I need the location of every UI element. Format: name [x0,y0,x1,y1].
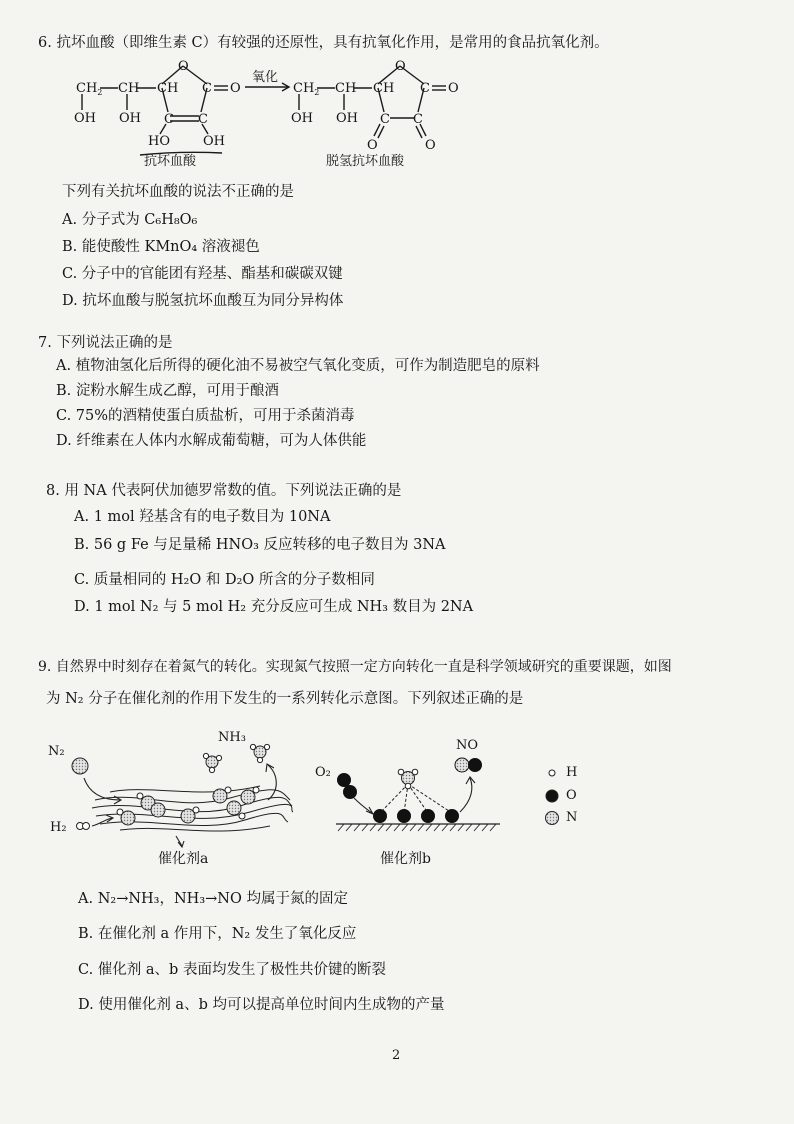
legend-h: H [566,765,578,780]
svg-text:C: C [413,112,423,127]
svg-text:CH: CH [157,81,179,96]
q6-option-b: B. 能使酸性 KMnO₄ 溶液褪色 [62,239,260,255]
q7-option-a: A. 植物油氢化后所得的硬化油不易被空气氧化变质，可作为制造肥皂的原料 [56,358,540,374]
no-label: NO [456,738,479,753]
svg-text:HO: HO [148,134,170,149]
svg-text:C: C [202,81,212,96]
svg-text:OH: OH [291,111,313,126]
q8-option-d: D. 1 mol N₂ 与 5 mol H₂ 充分反应可生成 NH₃ 数目为 2NA [74,599,474,615]
q8-option-c: C. 质量相同的 H₂O 和 D₂O 所含的分子数相同 [74,572,375,588]
svg-text:C: C [164,112,174,127]
nh3-label: NH₃ [218,730,246,745]
page-number: 2 [392,1048,401,1063]
q9-option-d: D. 使用催化剂 a、b 均可以提高单位时间内生成物的产量 [78,997,445,1013]
svg-text:CH: CH [373,81,395,96]
svg-text:OH: OH [74,111,96,126]
q9-option-b: B. 在催化剂 a 作用下，N₂ 发生了氧化反应 [78,926,357,942]
q9-option-c: C. 催化剂 a、b 表面均发生了极性共价键的断裂 [78,962,386,978]
q8-option-b: B. 56 g Fe 与足量稀 HNO₃ 反应转移的电子数目为 3NA [74,537,446,553]
svg-text:CH: CH [335,81,357,96]
oxidation-arrow-label: 氧化 [252,70,279,85]
q9-option-a: A. N₂→NH₃，NH₃→NO 均属于氮的固定 [78,891,348,907]
q8-stem: 8. 用 NA 代表阿伏加德罗常数的值。下列说法正确的是 [46,483,402,499]
svg-text:C: C [380,112,390,127]
svg-text:O: O [448,81,459,96]
q6-stem: 6. 抗坏血酸（即维生素 C）有较强的还原性，具有抗氧化作用，是常用的食品抗氧化剂。 [38,35,609,51]
svg-text:C: C [198,112,208,127]
o2-label: O₂ [315,765,331,780]
svg-text:OH: OH [119,111,141,126]
q9-stem-line2: 为 N₂ 分子在催化剂的作用下发生的一系列转化示意图。下列叙述正确的是 [46,691,524,707]
legend-n: N [566,810,578,825]
legend-o: O [566,788,577,803]
svg-text:CH: CH [118,81,140,96]
svg-text:OH: OH [203,134,225,149]
h2-label: H₂ [50,820,67,835]
svg-text:O: O [367,138,378,153]
q6-option-c: C. 分子中的官能团有羟基、酯基和碳碳双键 [62,266,343,282]
svg-text:OH: OH [336,111,358,126]
svg-text:CH2: $CH_2$ [76,81,103,97]
svg-text:CH2: $CH_2$ [293,81,320,97]
svg-text:O: O [230,81,241,96]
q7-stem: 7. 下列说法正确的是 [38,335,173,351]
q9-stem-line1: 9. 自然界中时刻存在着氮气的转化。实现氮气按照一定方向转化一直是科学领域研究的重要课题，如图 [38,659,672,675]
q8-option-a: A. 1 mol 羟基含有的电子数目为 10NA [74,509,331,525]
catalyst-b-label: 催化剂b [380,851,431,867]
svg-text:O: O [425,138,436,153]
n2-label: N₂ [48,744,65,759]
q7-option-c: C. 75%的酒精使蛋白质盐析，可用于杀菌消毒 [56,408,355,424]
ascorbic-acid-name: 抗坏血酸 [144,154,197,169]
q7-option-b: B. 淀粉水解生成乙醇，可用于酿酒 [56,383,279,399]
svg-text:O: O [178,59,189,74]
q6-option-d: D. 抗坏血酸与脱氢抗坏血酸互为同分异构体 [62,293,344,309]
q6-option-a: A. 分子式为 C₆H₈O₆ [62,212,198,228]
catalyst-a-label: 催化剂a [158,851,209,867]
q7-option-d: D. 纤维素在人体内水解成葡萄糖，可为人体供能 [56,433,367,449]
svg-text:C: C [420,81,430,96]
svg-text:O: O [395,59,406,74]
q6-prompt: 下列有关抗坏血酸的说法不正确的是 [62,184,294,200]
dehydroascorbic-acid-name: 脱氢抗坏血酸 [326,154,405,169]
